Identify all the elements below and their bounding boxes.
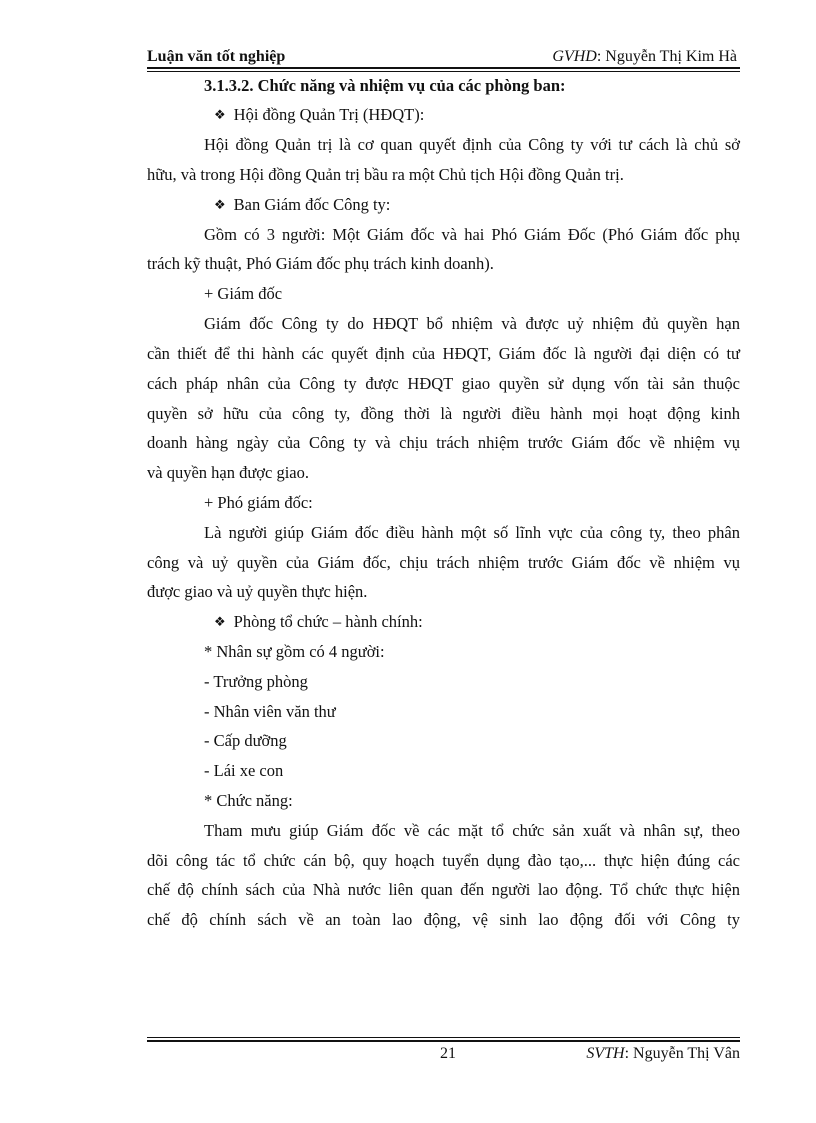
list-item: - Nhân viên văn thư [204,702,336,721]
paragraph-line: và quyền hạn được giao. [147,463,309,482]
diamond-bullet-icon: ❖ [214,107,226,122]
subheading-giam-doc: + Giám đốc [204,284,283,303]
header-rule-thick [147,67,740,69]
paragraph-line: Tham mưu giúp Giám đốc về các mặt tổ chức sản xuất và nhân sự, theo [204,821,740,840]
bgd-title: Ban Giám đốc Công ty: [233,195,391,214]
footer-rule-thin [147,1037,740,1038]
header-advisor [552,48,737,66]
paragraph-line: cần thiết để thi hành các quyết định của HĐQT, Giám đốc là người đại diện có tư [147,344,740,363]
list-item: - Lái xe con [204,761,284,780]
ptc-title: Phòng tổ chức – hành chính: [233,612,423,631]
header-advisor-name: : Nguyễn Thị Kim Hà [596,48,737,65]
bullet-bgd [214,195,390,216]
function-heading: * Chức năng: [204,791,293,810]
header-thesis-title: Luận văn tốt nghiệp [147,48,286,65]
page-header [147,48,737,68]
paragraph-line: Hội đồng Quản trị là cơ quan quyết định của Công ty với tư cách là chủ sở [204,135,740,154]
paragraph-line: chế độ chính sách của Nhà nước liên quan đến người lao động. Tổ chức thực hiện [147,880,740,899]
paragraph-line: Là người giúp Giám đốc điều hành một số lĩnh vực của công ty, theo phân [204,523,740,542]
staff-heading: * Nhân sự gồm có 4 người: [204,642,385,661]
footer-rule-thick [147,1040,740,1042]
section-heading: 3.1.3.2. Chức năng và nhiệm vụ của các phòng ban: [204,76,566,95]
list-item: - Cấp dưỡng [204,731,287,750]
paragraph-line: chế độ chính sách về an toàn lao động, vệ sinh lao động đối với Công ty [147,910,740,929]
bullet-phong-to-chuc [214,612,423,633]
header-advisor-label: GVHD [552,48,597,65]
paragraph-line: dõi công tác tổ chức cán bộ, quy hoạch tuyển dụng đào tạo,... thực hiện đúng các [147,851,740,870]
bullet-hdqt [214,105,424,126]
paragraph-line: cách pháp nhân của Công ty được HĐQT giao quyền sử dụng vốn tài sản thuộc [147,374,740,393]
footer-student [586,1045,740,1063]
subheading-pho-giam-doc: + Phó giám đốc: [204,493,313,512]
list-item: - Trưởng phòng [204,672,308,691]
paragraph-line: doanh hàng ngày của Công ty và chịu trách nhiệm trước Giám đốc về nhiệm vụ [147,433,740,452]
paragraph-line: công và uỷ quyền của Giám đốc, chịu trách nhiệm trước Giám đốc về nhiệm vụ [147,553,740,572]
paragraph-line: Giám đốc Công ty do HĐQT bổ nhiệm và được uỷ nhiệm đủ quyền hạn [204,314,740,333]
page-number: 21 [440,1045,456,1062]
footer-student-label: SVTH [586,1045,625,1062]
paragraph-line: được giao và uỷ quyền thực hiện. [147,582,368,601]
footer-student-name: : Nguyễn Thị Vân [624,1045,740,1062]
paragraph-line: hữu, và trong Hội đồng Quản trị bầu ra một Chủ tịch Hội đồng Quản trị. [147,165,624,184]
paragraph-line: Gồm có 3 người: Một Giám đốc và hai Phó Giám Đốc (Phó Giám đốc phụ [204,225,740,244]
paragraph-line: quyền sở hữu của công ty, đồng thời là người điều hành mọi hoạt động kinh [147,404,740,423]
diamond-bullet-icon: ❖ [214,614,226,629]
diamond-bullet-icon: ❖ [214,197,226,212]
hdqt-title: Hội đồng Quản Trị (HĐQT): [233,105,425,124]
paragraph-line: trách kỹ thuật, Phó Giám đốc phụ trách kinh doanh). [147,254,494,273]
header-rule-thin [147,71,740,72]
